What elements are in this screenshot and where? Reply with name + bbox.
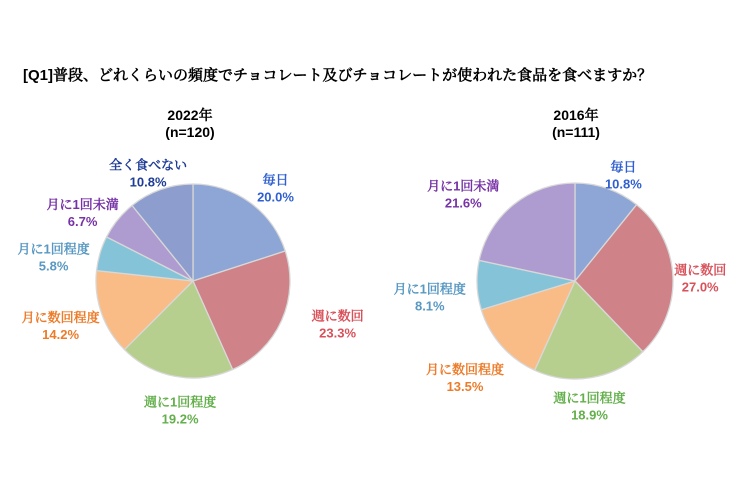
slice-label: 月に数回程度 13.5%: [425, 362, 505, 395]
chart-subtitle: (n=120): [165, 124, 215, 140]
slice-label: 週に数回 23.3%: [311, 308, 364, 341]
slice-label: 月に1回程度 8.1%: [393, 281, 466, 314]
slice-label: 週に1回程度 19.2%: [143, 394, 217, 427]
slice-label: 月に1回程度 5.8%: [17, 241, 90, 274]
pie-chart: [17, 107, 363, 427]
question-title: [Q1]普段、どれくらいの頻度でチョコレート及びチョコレートが使われた食品を食べますか？: [23, 67, 653, 84]
pie-chart: [394, 107, 727, 422]
slice-label: 全く食べない 10.8%: [109, 157, 188, 190]
slice-label: 毎日 10.8%: [604, 159, 642, 192]
slice-label: 週に1回程度 18.9%: [553, 390, 626, 423]
slice-label: 週に数回 27.0%: [674, 262, 727, 295]
chart-subtitle: (n=111): [552, 124, 600, 140]
slice-label: 月に1回未満 21.6%: [427, 178, 500, 211]
slice-label: 月に1回未満 6.7%: [46, 196, 119, 229]
chart-title: 2022年: [167, 107, 213, 123]
slice-label: 毎日 20.0%: [257, 172, 294, 205]
slice-label: 月に数回程度 14.2%: [21, 309, 100, 342]
chart-title: 2016年: [553, 107, 599, 123]
